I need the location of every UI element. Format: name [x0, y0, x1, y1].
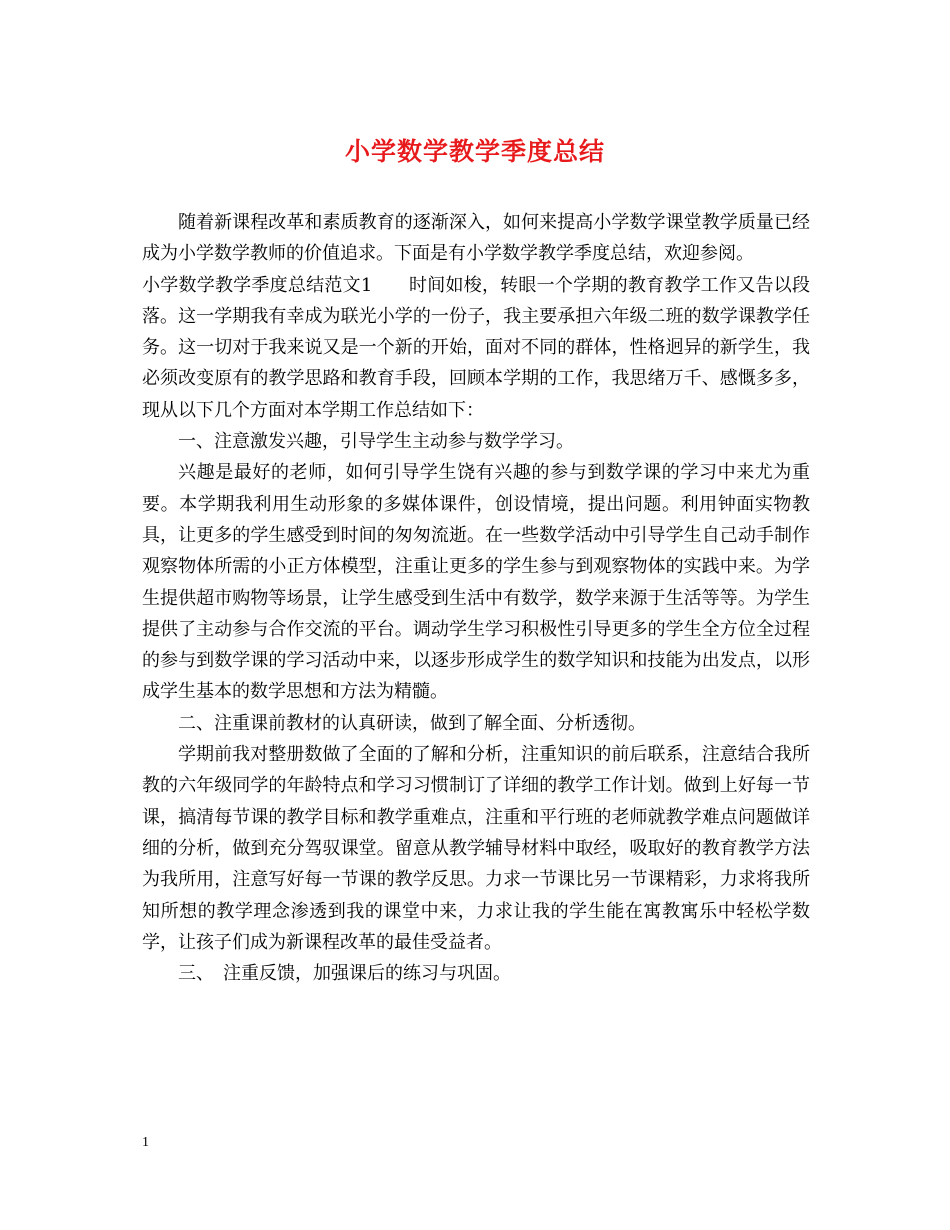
section-heading-1: 一、注意激发兴趣，引导学生主动参与数学学习。 — [178, 431, 574, 453]
page-number: 1 — [142, 1135, 149, 1150]
document-title: 小学数学教学季度总结 — [344, 137, 605, 166]
section-heading-3: 三、 注重反馈，加强课后的练习与巩固。 — [178, 963, 511, 985]
document-body — [142, 207, 810, 989]
paragraph-section-1: 兴趣是最好的老师，如何引导学生饶有兴趣的参与到数学课的学习中来尤为重要。本学期我利用生动形象的多媒体课件，创设情境，提出问题。利用钟面实物教具，让更多的学生感受到时间的匆匆流逝。在一些数学活动中引导学生自己动手制作观察物体所需的小正方体模型，注重让更多的学生参与到观察物体的实践中来。为学生提供超市购物等场景，让学生感受到生活中有数学，数学来源于生活等等。为学生提供了主动参与合作交流的平台。调动学生学习积极性引导更多的学生全方位全过程的参与到数学课的学习活动中来，以逐步形成学生的数学知识和技能为出发点，以形成学生基本的数学思想和方法为精髓。 — [142, 462, 810, 703]
paragraph-section-2: 学期前我对整册数做了全面的了解和分析，注重知识的前后联系，注意结合我所教的六年级同学的年龄特点和学习习惯制订了详细的教学工作计划。做到上好每一节课，搞清每节课的教学目标和教学重难点，注重和平行班的老师就教学难点问题做详细的分析，做到充分驾驭课堂。留意从教学辅导材料中取经，吸取好的教育教学方法为我所用，注意写好每一节课的教学反思。力求一节课比另一节课精彩，力求将我所知所想的教学理念渗透到我的课堂中来，力求让我的学生能在寓教寓乐中轻松学数学，让孩子们成为新课程改革的最佳受益者。 — [142, 744, 810, 953]
paragraph-sample-1: 小学数学教学季度总结范文1 时间如梭，转眼一个学期的教育教学工作又告以段落。这一学期我有幸成为联光小学的一份子，我主要承担六年级二班的数学课教学任务。这一切对于我来说又是一个新的开始，面对不同的群体，性格迥异的新学生，我必须改变原有的教学思路和教育手段，回顾本学期的工作，我思绪万千、感慨多多，现从以下几个方面对本学期工作总结如下： — [142, 274, 810, 421]
paragraph-intro: 随着新课程改革和素质教育的逐渐深入，如何来提高小学数学课堂教学质量已经成为小学数学教师的价值追求。下面是有小学数学教学季度总结，欢迎参阅。 — [142, 212, 810, 265]
section-heading-2: 二、注重课前教材的认真研读，做到了解全面、分析透彻。 — [178, 712, 646, 734]
